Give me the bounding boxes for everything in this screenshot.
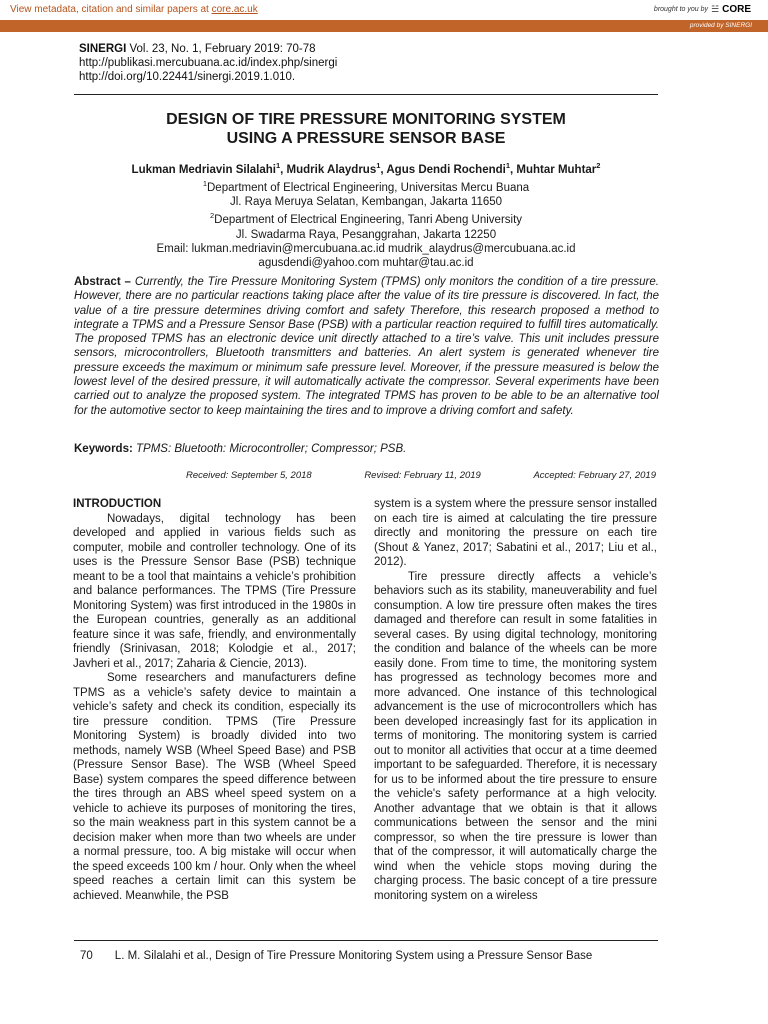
metadata-text: View metadata, citation and similar papers at (10, 4, 209, 15)
author-sup: 2 (596, 161, 601, 170)
revised-date: Revised: February 11, 2019 (364, 470, 481, 481)
journal-header (79, 42, 337, 84)
affiliation-1-dept: Department of Electrical Engineering, Universitas Mercu Buana (207, 181, 530, 194)
author: Muhtar Muhtar (516, 163, 597, 176)
keywords (74, 443, 659, 455)
affiliation-2-address: Jl. Swadarma Raya, Pesanggrahan, Jakarta 12250 (235, 228, 497, 241)
title-line-1: DESIGN OF TIRE PRESSURE MONITORING SYSTEM (166, 111, 566, 128)
page-footer (80, 950, 592, 962)
right-column (374, 497, 657, 903)
received-date: Received: September 5, 2018 (186, 470, 312, 481)
author: Mudrik Alaydrus (286, 163, 377, 176)
affiliation-2 (74, 209, 658, 227)
footer-rule (74, 940, 658, 941)
brought-by[interactable] (654, 4, 751, 15)
author: Lukman Medriavin Silalahi (131, 163, 276, 176)
author-sup: 1 (275, 161, 281, 170)
core-banner (0, 0, 768, 21)
email-line-2[interactable]: agusdendi@yahoo.com muhtar@tau.ac.id (258, 257, 474, 270)
keywords-label: Keywords: (74, 443, 133, 455)
title-line-2: USING A PRESSURE SENSOR BASE (226, 130, 506, 147)
keywords-text: TPMS: Bluetooth: Microcontroller; Compressor; PSB. (136, 443, 407, 455)
author-list (74, 161, 658, 176)
page-number: 70 (80, 950, 93, 962)
provided-by-text: provided by SINERGI (689, 22, 752, 29)
author-sup: 1 (505, 161, 511, 170)
abstract-text: Currently, the Tire Pressure Monitoring System (TPMS) only monitors the condition of a tire pressure. However, there are no particular reactions taking place after the value of its tire pressure is discovered. In fact, the value of a tire pressure determines driving comfort and safety Therefore, this research proposed a method to integrate a TPMS and a Pressure Sensor Base (PSB) with a particular reaction required to fulfill tires automatically. The proposed TPMS has an electronic device unit directly attached to a tire’s valve. This unit includes pressure sensors, microcontrollers, Bluetooth transmitters and batteries. An alert system is generated whenever tire pressure exceeds the maximum or minimum safe pressure level. Moreover, if the pressure measured is below the lowest level of the desired pressure, it will automatically activate the compressor. Several experiments have been carried out to analyze the proposed system. The integrated TPMS has proven to be able to be an alternative tool for the automotive sector to keep maintaining the tires and to improve a driving comfort and safety. (74, 276, 659, 417)
affiliations (74, 177, 658, 270)
affiliation-2-sup: 2 (209, 211, 215, 221)
affiliation-1-address: Jl. Raya Meruya Selatan, Kembangan, Jakarta 11650 (229, 196, 503, 209)
journal-citation (79, 42, 337, 56)
paragraph: system is a system where the pressure sensor installed on each tire is aimed at calculating the tire pressure directly and monitoring the pressure on each tire (Shout & Yanez, 2017; Sabatini et al., 2017; Liu et al., 2012). (374, 498, 657, 568)
section-heading-introduction: INTRODUCTION (73, 498, 162, 510)
brought-by-text: brought to you by (653, 6, 709, 13)
metadata-link[interactable] (10, 4, 258, 15)
abstract-label: Abstract – (74, 276, 131, 288)
journal-doi[interactable]: http://doi.org/10.22441/sinergi.2019.1.010. (79, 71, 296, 83)
provided-by-bar (0, 21, 768, 32)
journal-issue: Vol. 23, No. 1, February 2019: 70-78 (129, 43, 316, 55)
paper-title (74, 110, 658, 148)
core-ac-uk-link[interactable]: core.ac.uk (211, 4, 258, 15)
core-logo-icon: ☱ (711, 4, 720, 14)
abstract (74, 275, 659, 418)
email-line-1[interactable]: Email: lukman.medriavin@mercubuana.ac.id mudrik_alaydrus@mercubuana.ac.id (156, 242, 576, 255)
author-sup: 1 (376, 161, 381, 170)
author: Agus Dendi Rochendi (386, 163, 506, 176)
paragraph: Some researchers and manufacturers define TPMS as a vehicle’s safety device to maintain a vehicle’s safety and check its condition, especially its tire pressure condition. TPMS (Tire Pressure Monitoring System) is broadly divided into two methods, namely WSB (Wheel Speed Base) and PSB (Pressure Sensor Base). The WSB (Wheel Speed Base) system compares the speed difference between the tires through an ABS wheel speed system on a vehicle to achieve its purposes of monitoring the tires, so the main weakness part in this system cannot be a decision maker when more than two wheels are under a normal pressure, too. A big mistake will occur when the speed exceeds 100 km / hour. Only when the wheel speed reaches a certain limit can this system be achieved. Meanwhile, the PSB (73, 672, 356, 902)
submission-dates (186, 470, 656, 481)
author-separator: , (380, 163, 387, 176)
author-separator: , (280, 163, 287, 176)
paragraph: Tire pressure directly affects a vehicle’s behaviors such as its stability, maneuverability and fuel consumption. A low tire pressure often makes the tires damaged and therefore can result in some fatalities in several cases. By using digital technology, monitoring the condition and balance of the wheels can be more easily done. From time to time, the monitoring system has progressed as technology becomes more and more advanced. One instance of this technological advancement is the use of microcontrollers which has been developed increasingly fast for its application in terms of monitoring. The monitoring system is carried out to monitor all activities that occur at a time deemed important to be safeguarded. Therefore, it is necessary for us to be informed about the tire pressure to ensure the vehicle's safety performance at a high velocity. Another advantage that we obtain is that it allows communications between the sensor and the mini compressor, so when the tire pressure is lower than that of the compressor, it will automatically charge the wind when the vehicle stops moving during the charging process. The basic concept of a tire pressure monitoring system on a wireless (374, 570, 657, 902)
accepted-date: Accepted: February 27, 2019 (533, 470, 656, 481)
header-rule (74, 94, 658, 95)
journal-name: SINERGI (79, 43, 127, 55)
journal-url[interactable]: http://publikasi.mercubuana.ac.id/index.php/sinergi (79, 57, 338, 69)
affiliation-1-sup: 1 (202, 179, 207, 188)
running-title: L. M. Silalahi et al., Design of Tire Pressure Monitoring System using a Pressure Sensor Base (114, 950, 593, 962)
affiliation-2-dept: Department of Electrical Engineering, Tanri Abeng University (214, 214, 523, 227)
left-column (73, 497, 356, 903)
core-logo-text: CORE (722, 4, 751, 15)
paragraph: Nowadays, digital technology has been developed and applied in various fields such as computer, mobile and controller technology. One of its uses is the Pressure Sensor Base (PSB) technique meant to be a tool that maintains a vehicle’s prohibition and balance performances. The TPMS (Tire Pressure Monitoring System) was first introduced in the 1980s in the European countries, generally as an additional feature since it was safe, friendly, and environmentally friendly (Srinivasan, 2018; Kolodgie et al., 2017; Javheri et al., 2017; Zaharia & Ciencie, 2013). (73, 512, 356, 670)
affiliation-1 (74, 177, 658, 195)
author-separator: , (510, 163, 517, 176)
